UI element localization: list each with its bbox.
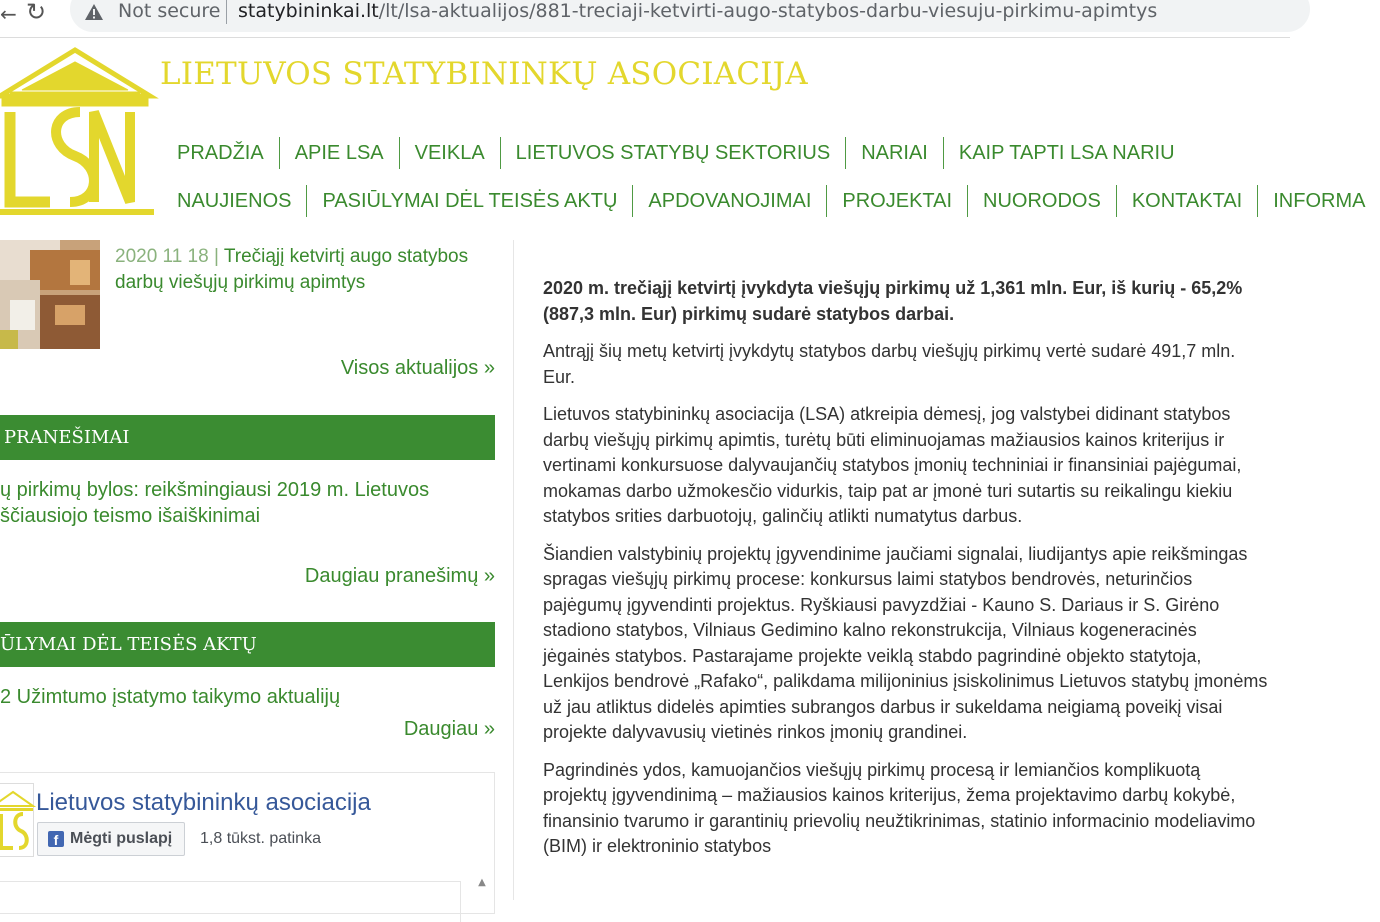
column-divider bbox=[513, 240, 514, 900]
proposals-heading: ŪLYMAI DĖL TEISĖS AKTŲ bbox=[0, 622, 495, 667]
facebook-feed-frame bbox=[0, 881, 461, 922]
announcement-link[interactable]: ų pirkimų bylos: reikšmingiausi 2019 m. Lietuvos ščiausiojo teismo išaiškinimai bbox=[0, 479, 430, 527]
scroll-up-arrow-icon[interactable]: ▲ bbox=[478, 877, 486, 888]
nav-item-pasiulymai[interactable]: PASIŪLYMAI DĖL TEISĖS AKTŲ bbox=[306, 185, 632, 217]
article-lead: 2020 m. trečiąjį ketvirtį įvykdyta viešųjų pirkimų už 1,361 mln. Eur, iš kurių - 65,2% (887,3 mln. Eur) pirkimų sudarė statybos darbai. bbox=[543, 278, 1243, 324]
article-paragraph: Lietuvos statybininkų asociacija (LSA) atkreipia dėmesį, jog valstybei didinant statybos darbų viešųjų pirkimų apimtis, turėtų būti eliminuojamas mažiausios kainos kriterijus ir vertinami konkursuose dalyvaujančių statybos įmonių techniniai ir finansiniai pajėgumai, mokamas darbo užmokesčio vidurkis, taip pat ar įmonė turi sutartis su reikalingu kiekiu statybos srities darbuotojų, galinčių atlikti numatytus darbus. bbox=[543, 404, 1242, 526]
news-thumbnail[interactable] bbox=[0, 240, 100, 349]
nav-item-apie-lsa[interactable]: APIE LSA bbox=[279, 137, 399, 169]
address-bar[interactable] bbox=[70, 0, 1310, 32]
proposal-link[interactable]: 2 Užimtumo įstatymo taikymo aktualijų bbox=[0, 686, 341, 708]
facebook-like-label: Mėgti puslapį bbox=[70, 830, 173, 847]
nav-item-statybu-sektorius[interactable]: LIETUVOS STATYBŲ SEKTORIUS bbox=[500, 137, 846, 169]
security-label[interactable]: Not secure bbox=[118, 0, 221, 22]
nav-item-nariai[interactable]: NARIAI bbox=[845, 137, 943, 169]
browser-toolbar bbox=[0, 0, 1290, 38]
nav-item-nuorodos[interactable]: NUORODOS bbox=[967, 185, 1116, 217]
address-separator bbox=[226, 0, 227, 24]
article-paragraph: Pagrindinės ydos, kamuojančios viešųjų pirkimų procesą ir lemiančios komplikuotą projektų įgyvendinimą – mažiausios kainos kriterijus, žema projektavimo darbų kokybė, finansinio tvarumo ir garantinių prievolių neužtikrinimas, statinio informacinio modeliavimo (BIM) ir elektroninio statybos bbox=[543, 759, 1256, 856]
facebook-like-count: 1,8 tūkst. patinka bbox=[200, 830, 321, 847]
back-arrow-icon[interactable]: ← bbox=[0, 2, 17, 26]
nav-item-informacija[interactable]: INFORMA bbox=[1257, 185, 1380, 217]
announcements-heading: PRANEŠIMAI bbox=[0, 415, 495, 460]
nav-item-apdovanojimai[interactable]: APDOVANOJIMAI bbox=[632, 185, 826, 217]
nav-item-projektai[interactable]: PROJEKTAI bbox=[826, 185, 967, 217]
facebook-page-logo[interactable] bbox=[0, 783, 34, 857]
facebook-like-button[interactable] bbox=[37, 822, 185, 856]
article-paragraph: Šiandien valstybinių projektų įgyvendinime jaučiami signalai, liudijantys apie reikšmingas spragas viešųjų pirkimų procese: konkursus laimi statybos bendrovės, neturinčios pajėgumų įgyvendinti projektus. Ryškiausi pavyzdžiai - Kauno S. Dariaus ir S. Girėno stadiono statybos, Vilniaus Gedimino kalno rekonstrukcija, Vilniaus kogeneracinės jėgainės statybos. Pastarajame projekte veiklą stabdo pagrindinė objekto statytoja, Lenkijos bendrovė „Rafako“, palikdama milijoninius įsiskolinimus Lietuvos statybų įmonėms už jau atliktus didelės apimties subrangos darbus ir sukeldama neigiamą poveikį visai projekte dalyvavusių vietinės rinkos įmonių grandinei. bbox=[543, 543, 1268, 742]
nav-item-kontaktai[interactable]: KONTAKTAI bbox=[1116, 185, 1257, 217]
facebook-page-name[interactable]: Lietuvos statybininkų asociacija bbox=[36, 789, 371, 816]
all-news-link[interactable]: Visos aktualijos » bbox=[340, 357, 495, 379]
article-paragraph: Antrąjį šių metų ketvirtį įvykdytų statybos darbų viešųjų pirkimų vertė sudarė 491,7 mln. Eur. bbox=[543, 341, 1236, 387]
lsa-logo[interactable] bbox=[0, 46, 160, 218]
more-announcements-link[interactable]: Daugiau pranešimų » bbox=[304, 565, 495, 587]
url-text[interactable]: statybininkai.lt/lt/lsa-aktualijos/881-treciaji-ketvirti-augo-statybos-darbu-viesuju-pirkimu-apimtys bbox=[238, 0, 1158, 22]
article-body bbox=[543, 276, 1268, 872]
nav-item-veikla[interactable]: VEIKLA bbox=[399, 137, 500, 169]
reload-icon[interactable]: ↻ bbox=[26, 0, 47, 26]
warning-icon bbox=[84, 2, 104, 22]
nav-item-kaip-tapti-nariu[interactable]: KAIP TAPTI LSA NARIU bbox=[943, 137, 1190, 169]
nav-item-naujienos[interactable]: NAUJIENOS bbox=[177, 190, 292, 212]
news-title-link[interactable]: 2020 11 18 | Trečiąjį ketvirtį augo statybos darbų viešųjų pirkimų apimtys bbox=[115, 246, 469, 293]
facebook-icon: f bbox=[48, 831, 64, 847]
facebook-page-widget bbox=[0, 772, 495, 914]
main-nav-row-2 bbox=[162, 187, 1380, 215]
nav-item-pradzia[interactable]: PRADŽIA bbox=[177, 142, 264, 164]
more-proposals-link[interactable]: Daugiau » bbox=[403, 718, 495, 740]
site-title[interactable]: LIETUVOS STATYBININKŲ ASOCIACIJA bbox=[160, 56, 808, 92]
main-nav-row-1 bbox=[162, 139, 1190, 167]
